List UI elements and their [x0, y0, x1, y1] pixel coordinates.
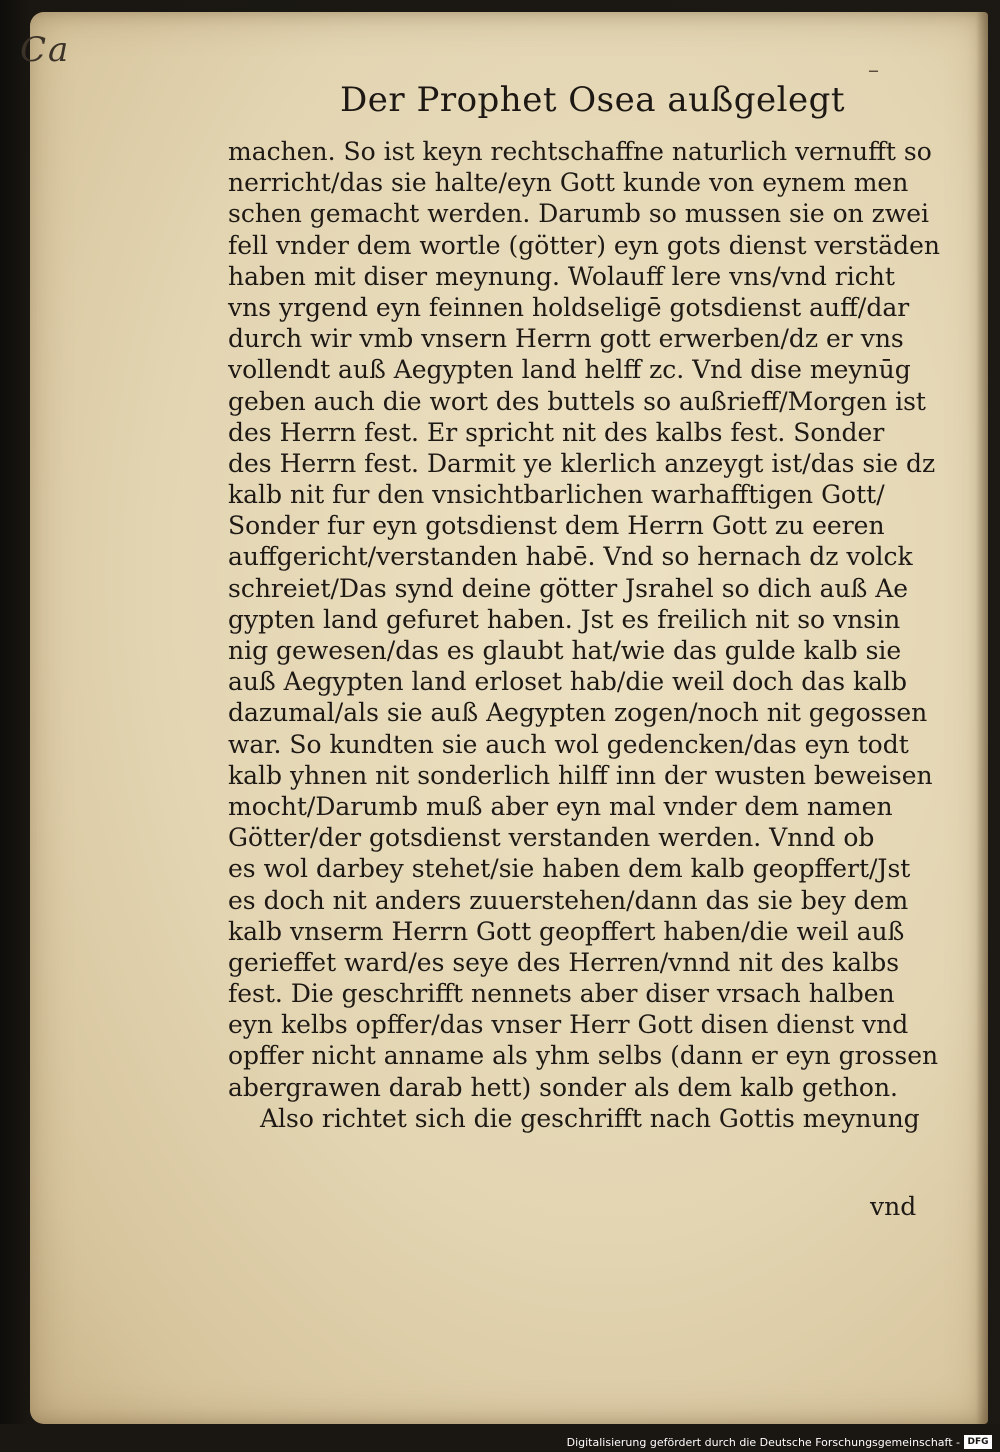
text-line: auffgericht/verstanden habē. Vnd so hernach dz volck — [228, 542, 913, 572]
signature-mark: Ca — [20, 30, 71, 70]
text-line: vns yrgend eyn feinnen holdseligē gotsdienst auff/dar — [228, 292, 910, 322]
text-line: haben mit diser meynung. Wolauff lere vns/vnd richt — [228, 261, 895, 291]
text-line: kalb vnserm Herrn Gott geopffert haben/die weil auß — [228, 916, 905, 946]
text-line: Sonder fur eyn gotsdienst dem Herrn Gott zu eeren — [228, 511, 885, 541]
text-line: durch wir vmb vnsern Herrn gott erwerben/dz er vns — [228, 324, 904, 354]
text-line: des Herrn fest. Darmit ye klerlich anzeygt ist/das sie dz — [228, 448, 936, 478]
text-line: nerricht/das sie halte/eyn Gott kunde von eynem men — [228, 168, 909, 198]
text-line: dazumal/als sie auß Aegypten zogen/noch nit gegossen — [228, 698, 928, 728]
text-line: es wol darbey stehet/sie haben dem kalb geopffert/Jst — [228, 854, 911, 884]
funding-credit — [567, 1434, 992, 1450]
text-line: mocht/Darumb muß aber eyn mal vnder dem namen — [228, 791, 893, 821]
text-line: abergrawen darab hett) sonder als dem kalb gethon. — [228, 1072, 899, 1102]
text-line: vollendt auß Aegypten land helff zc. Vnd dise meynūg — [228, 355, 911, 385]
text-line: fell vnder dem wortle (götter) eyn gots dienst verstäden — [228, 230, 940, 260]
text-line: kalb yhnen nit sonderlich hilff inn der wusten beweisen — [228, 760, 933, 790]
text-line: es doch nit anders zuuerstehen/dann das sie bey dem — [228, 885, 909, 915]
text-line: eyn kelbs opffer/das vnser Herr Gott disen dienst vnd — [228, 1010, 909, 1040]
corner-mark: – — [868, 58, 879, 83]
text-line: schen gemacht werden. Darumb so mussen sie on zwei — [228, 199, 930, 229]
dfg-logo-icon: DFG — [964, 1435, 992, 1449]
text-line: war. So kundten sie auch wol gedencken/das eyn todt — [228, 729, 909, 759]
text-line: des Herrn fest. Er spricht nit des kalbs fest. Sonder — [228, 417, 885, 447]
text-line: gypten land gefuret haben. Jst es freilich nit so vnsin — [228, 604, 901, 634]
text-line: opffer nicht anname als yhm selbs (dann er eyn grossen — [228, 1041, 939, 1071]
text-line: kalb nit fur den vnsichtbarlichen warhafftigen Gott/ — [228, 480, 885, 510]
text-line: auß Aegypten land erloset hab/die weil doch das kalb — [228, 667, 908, 697]
text-line: machen. So ist keyn rechtschaffne naturlich vernufft so — [228, 137, 932, 166]
body-text — [228, 136, 940, 1134]
text-line: schreiet/Das synd deine götter Jsrahel so dich auß Ae — [228, 573, 909, 603]
text-line: nig gewesen/das es glaubt hat/wie das gulde kalb sie — [228, 636, 902, 665]
credit-text: Digitalisierung gefördert durch die Deutsche Forschungsgemeinschaft - — [566, 1435, 960, 1449]
text-line: gerieffet ward/es seye des Herren/vnnd nit des kalbs — [228, 947, 900, 977]
page-gutter-shadow — [976, 12, 988, 1424]
running-head: Der Prophet Osea außgelegt — [340, 80, 846, 120]
text-line: geben auch die wort des buttels so außrieff/Morgen ist — [228, 386, 926, 416]
text-line: fest. Die geschrifft nennets aber diser vrsach halben — [228, 979, 895, 1009]
text-line: Also richtet sich die geschrifft nach Gottis meynung — [260, 1103, 920, 1133]
text-line: Götter/der gotsdienst verstanden werden. Vnnd ob — [228, 823, 875, 853]
catchword: vnd — [870, 1192, 917, 1221]
